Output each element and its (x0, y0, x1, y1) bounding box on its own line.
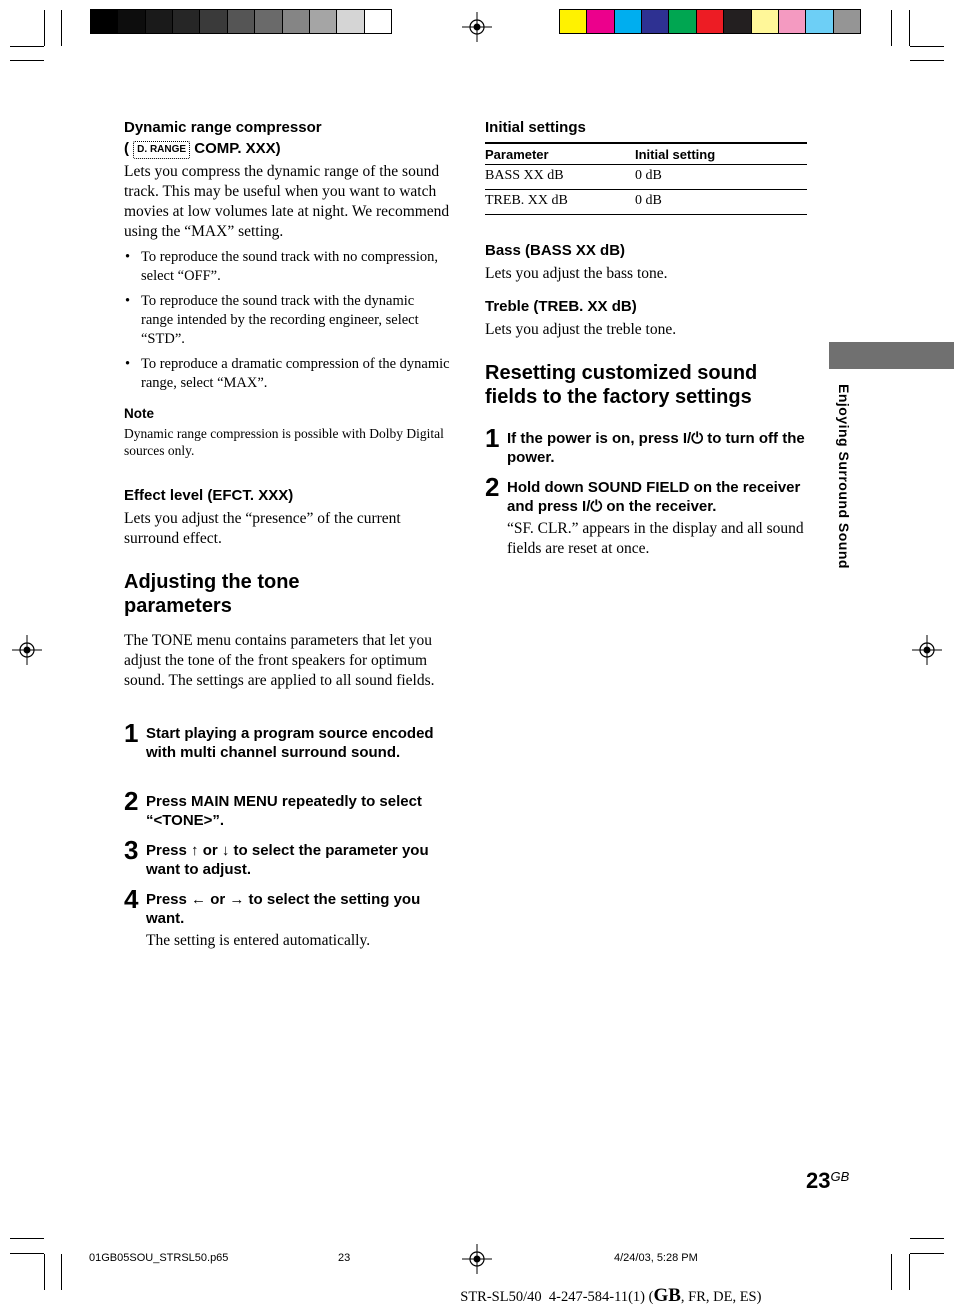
bass-heading: Bass (BASS XX dB) (485, 242, 626, 259)
footer-model-gb: GB (653, 1285, 681, 1306)
registration-target-icon (912, 635, 942, 665)
drc-heading-line1: Dynamic range compressor (124, 119, 322, 136)
footer-model-tail: , FR, DE, ES) (680, 1289, 762, 1305)
step-text: Press MAIN MENU repeatedly to select “<TONE>”. (146, 793, 422, 829)
table-row (485, 190, 807, 215)
drc-bullet-list (124, 248, 450, 399)
treble-body: Lets you adjust the treble tone. (485, 321, 677, 338)
footer-model (453, 1268, 761, 1307)
reset-step-1 (485, 423, 807, 467)
drc-body: Lets you compress the dynamic range of the sound track. This may be useful when you want to watch movies at low volumes late at night. We recommend using the “MAX” setting. (124, 163, 450, 240)
step-text: Start playing a program source encoded with multi channel surround sound. (146, 725, 434, 761)
reset-heading: Resetting customized sound fields to the factory settings (485, 362, 758, 408)
tone-step-2 (124, 786, 444, 830)
tone-heading: Adjusting the tone parameters (124, 571, 300, 617)
step-subtext: “SF. CLR.” appears in the display and all sound fields are reset at once. (507, 520, 804, 557)
step-number: 2 (485, 472, 500, 502)
table-cell: 0 dB (635, 190, 807, 215)
step-number: 3 (124, 835, 139, 865)
initial-settings-heading: Initial settings (485, 119, 586, 136)
note-heading: Note (124, 406, 154, 421)
footer-date: 4/24/03, 5:28 PM (614, 1252, 698, 1264)
page-number-value: 23 (806, 1168, 831, 1193)
step-text: Press ↑ or ↓ to select the parameter you want to adjust. (146, 842, 429, 878)
bass-body: Lets you adjust the bass tone. (485, 265, 668, 282)
table-cell: 0 dB (635, 165, 807, 190)
drc-heading (124, 118, 454, 159)
d-range-icon: D. RANGE (133, 141, 190, 159)
tone-step-4 (124, 884, 444, 951)
step-text: Press ← or → to select the setting you want. (146, 891, 421, 927)
tone-body: The TONE menu contains parameters that let you adjust the tone of the front speakers for optimum sound. The settings are applied to all sound fields. (124, 632, 435, 689)
reset-step-2 (485, 472, 807, 559)
footer-page: 23 (338, 1252, 351, 1264)
list-item: • To reproduce the sound track with the dynamic range intended by the recording engineer, select “STD”. (124, 292, 450, 349)
tone-step-3 (124, 835, 444, 879)
step-number: 1 (124, 718, 139, 748)
footer-file: 01GB05SOU_STRSL50.p65 (89, 1252, 229, 1264)
step-subtext: The setting is entered automatically. (146, 932, 371, 949)
color-bar (559, 9, 861, 34)
step-number: 1 (485, 423, 500, 453)
table-row (485, 165, 807, 190)
list-item: • To reproduce a dramatic compression of the dynamic range, select “MAX”. (124, 355, 450, 393)
table-cell: BASS XX dB (485, 165, 635, 190)
effect-heading: Effect level (EFCT. XXX) (124, 487, 294, 504)
side-section-label: Enjoying Surround Sound (836, 384, 852, 569)
initial-settings-table (485, 142, 807, 215)
page-number (806, 1168, 849, 1194)
grayscale-bar (90, 9, 392, 34)
step-number: 4 (124, 884, 139, 914)
step-text: If the power is on, press I/⏻ to turn off the power. (507, 430, 805, 466)
footer-model-text: STR-SL50/40 4-247-584-11(1) ( (460, 1289, 654, 1305)
table-header-initial-setting: Initial setting (635, 143, 807, 165)
drc-heading-line2-wrap: ( D. RANGE COMP. XXX) (124, 140, 281, 157)
step-text: Hold down SOUND FIELD on the receiver and press I/⏻ on the receiver. (507, 479, 801, 515)
note-body: Dynamic range compression is possible with Dolby Digital sources only. (124, 426, 444, 458)
step-number: 2 (124, 786, 139, 816)
drc-heading-line2: COMP. XXX) (194, 140, 281, 157)
table-header-parameter: Parameter (485, 143, 635, 165)
registration-target-icon (12, 635, 42, 665)
page-number-suffix: GB (830, 1169, 850, 1184)
registration-target-icon (462, 12, 492, 42)
list-item: • To reproduce the sound track with no compression, select “OFF”. (124, 248, 450, 286)
table-cell: TREB. XX dB (485, 190, 635, 215)
side-tab (829, 342, 954, 369)
tone-step-1 (124, 718, 444, 762)
table-header-row (485, 143, 807, 165)
treble-heading: Treble (TREB. XX dB) (485, 298, 637, 315)
effect-body: Lets you adjust the “presence” of the current surround effect. (124, 510, 401, 547)
